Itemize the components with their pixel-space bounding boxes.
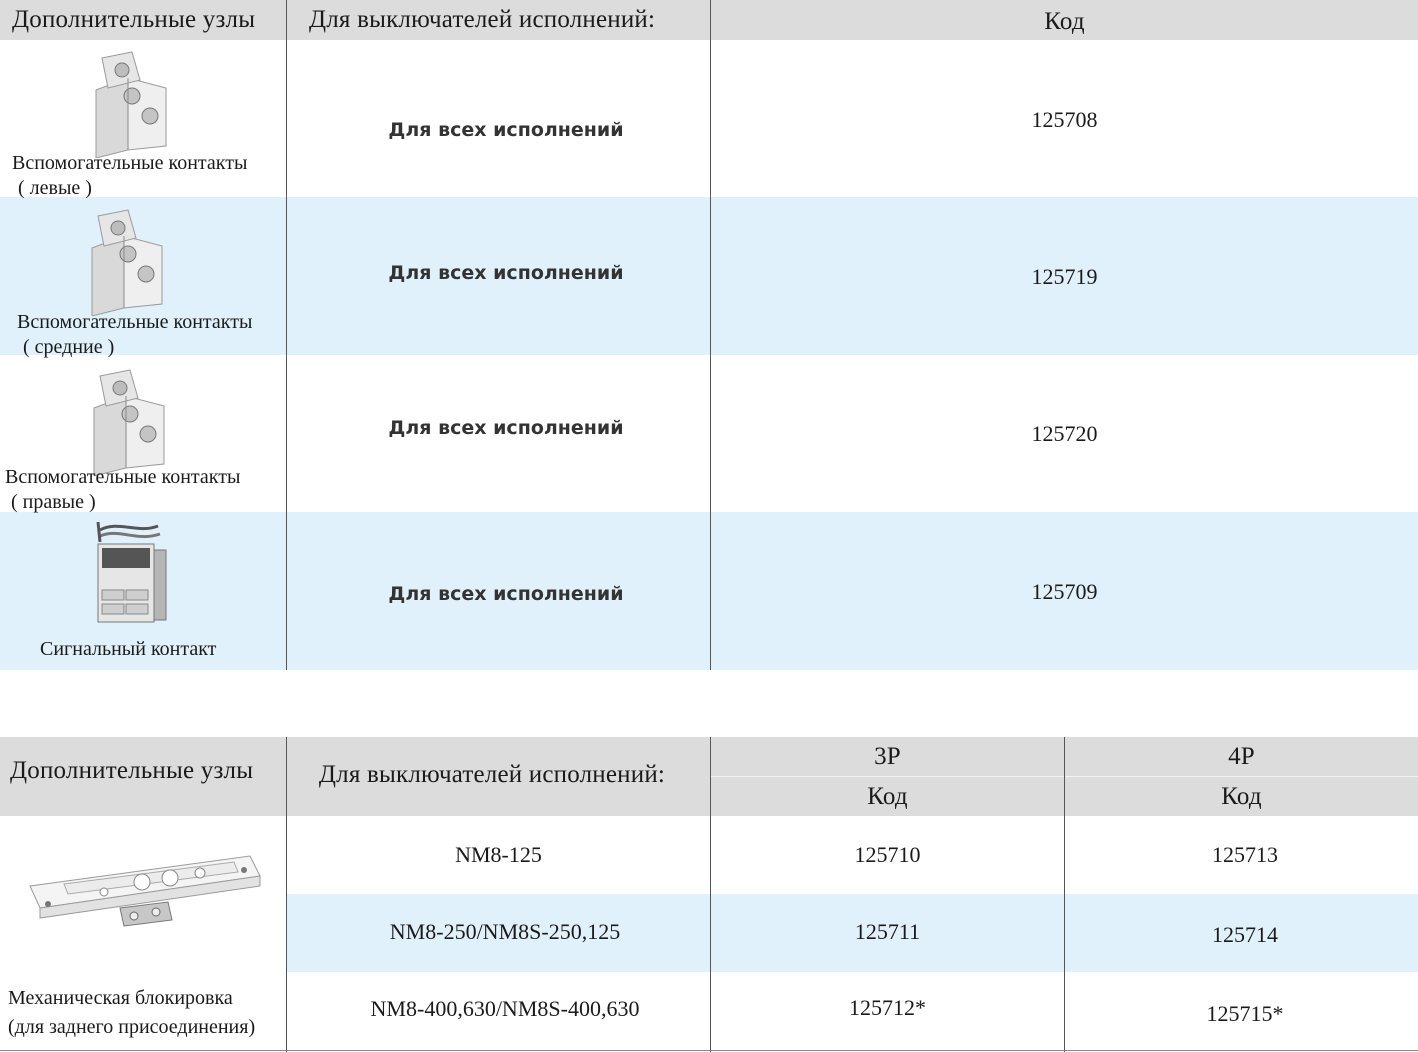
header-3p: 3P <box>874 743 901 770</box>
applicability-cell: Для всех исполнений <box>388 417 624 439</box>
component-name-line1: Механическая блокировка <box>8 987 233 1009</box>
code-4p-cell: 125715* <box>1206 1001 1284 1026</box>
code-cell: 125708 <box>1031 107 1098 132</box>
component-name-line1: Вспомогательные контакты <box>17 311 253 333</box>
applicability-cell: Для всех исполнений <box>388 262 624 284</box>
code-3p-cell: 125710 <box>854 842 921 867</box>
component-name-line1: Вспомогательные контакты <box>12 152 248 174</box>
auxiliary-contact-icon <box>84 208 170 316</box>
header-code-4p: Код <box>1221 783 1262 810</box>
auxiliary-contact-icon <box>86 368 172 476</box>
applicability-cell: Для всех исполнений <box>388 583 624 605</box>
component-name <box>12 151 247 201</box>
auxiliary-contact-icon <box>88 50 174 158</box>
header-code-3p: Код <box>867 783 908 810</box>
header-component: Дополнительные узлы <box>12 6 256 33</box>
component-name-line1: Сигнальный контакт <box>40 638 217 660</box>
mechanical-interlock-icon <box>24 846 274 932</box>
code-cell: 125720 <box>1031 421 1098 446</box>
signal-contact-icon <box>88 520 172 628</box>
code-3p-cell: 125711 <box>854 919 921 944</box>
code-4p-cell: 125714 <box>1212 922 1278 947</box>
header-code: Код <box>1044 8 1085 35</box>
model-cell: NM8-125 <box>455 842 542 867</box>
header-for-breakers: Для выключателей исполнений: <box>318 761 666 788</box>
code-3p-cell: 125712* <box>849 995 926 1020</box>
component-name <box>5 465 240 515</box>
header-4p: 4P <box>1228 743 1255 770</box>
component-name-line2: ( левые ) <box>18 177 92 199</box>
code-cell: 125719 <box>1031 264 1098 289</box>
code-4p-cell: 125713 <box>1212 842 1278 867</box>
header-component: Дополнительные узлы <box>10 757 254 784</box>
applicability-cell: Для всех исполнений <box>388 119 624 141</box>
component-name <box>8 984 255 1042</box>
code-cell: 125709 <box>1031 579 1098 604</box>
model-cell: NM8-400,630/NM8S-400,630 <box>370 996 640 1021</box>
model-cell: NM8-250/NM8S-250,125 <box>389 919 621 944</box>
component-name-line2: ( правые ) <box>11 491 96 513</box>
component-name-line2: (для заднего присоединения) <box>8 1016 256 1038</box>
table-bottom-border <box>0 1050 1418 1051</box>
component-name <box>40 637 216 662</box>
component-name <box>17 310 252 360</box>
component-name-line2: ( средние ) <box>23 336 115 358</box>
column-divider <box>286 0 287 670</box>
header-for-breakers: Для выключателей исполнений: <box>309 6 656 33</box>
component-name-line1: Вспомогательные контакты <box>5 466 241 488</box>
